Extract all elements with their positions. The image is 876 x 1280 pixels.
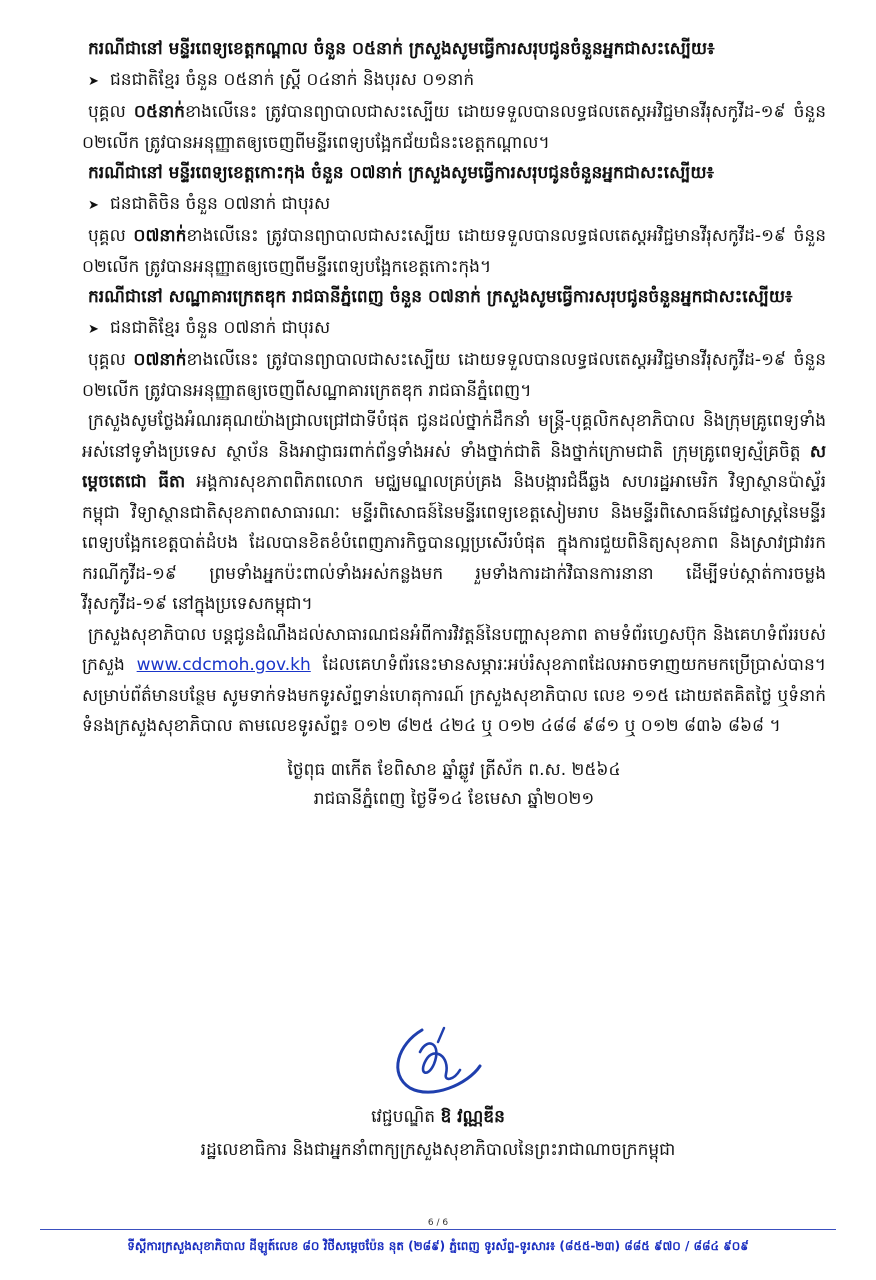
- case2-bullet-text: ជនជាតិចិន ចំនួន ០៧នាក់ ជាបុរស: [110, 193, 331, 214]
- thanks-text-2: អង្គការសុខភាពពិភពលោក មជ្ឈមណ្ឌលគ្រប់គ្រង និងបង្ការជំងឺឆ្លង សហរដ្ឋអាមេរិក វិទ្យាស្ថានប៉ាស្ទ័រកម្ពុជា វិទ្យាស្ថានជាតិសុខភាពសាធារណៈ មន្ទីរពិសោធន៍នៃមន្ទីរពេទ្យខេត្តសៀមរាប និងមន្ទីរពិសោធន៍វេជ្ជសាស្ត្រនៃមន្ទីរពេទ្យបង្អែកខេត្តបាត់ដំបង ដែលបានខិតខំបំពេញភារកិច្ចបានល្អប្រសើរបំផុត ក្នុងការជួយពិនិត្យសុខភាព និងស្រាវជ្រាវរកករណីកូវីដ-១៩ ព្រមទាំងអ្នកប៉ះពាល់ទាំងអស់កន្លងមក រួមទាំងការដាក់វិធានការនានា ដើម្បីទប់ស្កាត់ការចម្លងវីរុសកូវីដ-១៩ នៅក្នុងប្រទេសកម្ពុជា។: [82, 472, 826, 614]
- footer-address: ទីស្តីការក្រសួងសុខាភិបាល ដីឡូត៍លេខ ៨០ វិថីសម្តេចប៉ែន នុត (២៨៩) ភ្នំពេញ ទូរស័ព្ទ-ទូរសារ៖ (៨៥៥-២៣) ៨៨៥ ៩៧០ / ៨៨៤ ៩០៩: [127, 1239, 749, 1253]
- signatory-name: ឱ វណ្ណឌីន: [440, 1107, 505, 1127]
- page-number: 6 / 6: [427, 1218, 449, 1228]
- case3-bullet: [82, 313, 826, 346]
- case3-prefix: បុគ្គល: [88, 350, 134, 370]
- case2-paragraph: [82, 221, 826, 282]
- case1-paragraph: [82, 97, 826, 158]
- case1-text: ខាងលើនេះ ត្រូវបានព្យាបាលជាសះស្បើយ ដោយទទួលបានលទ្ធផលតេស្តអវិជ្ជមានវីរុសកូវីដ-១៩ ចំនួន ០២លើក ត្រូវបានអនុញ្ញាតឲ្យចេញពីមន្ទីរពេទ្យបង្អែកជ័យជំនះខេត្តកណ្តាល។: [82, 102, 826, 153]
- solar-date: រាជធានីភ្នំពេញ ថ្ងៃទី១៤ ខែមេសា ឆ្នាំ២០២១: [313, 788, 595, 809]
- signatory-name-line: [0, 1102, 876, 1132]
- document-body: [82, 34, 826, 814]
- case2-prefix: បុគ្គល: [88, 226, 134, 246]
- info-text-1: ក្រសួងសុខាភិបាល បន្តជូនដំណឹងដល់សាធារណជនអំពីការវិវត្តន៍នៃបញ្ហាសុខភាព តាមទំព័រហ្វេសប៊ុក និងគេហទំព័ររបស់ក្រសួង: [82, 624, 826, 675]
- signatory-position: រដ្ឋលេខាធិការ និងជាអ្នកនាំពាក្យក្រសួងសុខាភិបាលនៃព្រះរាជាណាចក្រកម្ពុជា: [200, 1140, 676, 1160]
- case2-count: ០៧នាក់: [133, 226, 187, 246]
- case1-bullet: [82, 65, 826, 98]
- case3-paragraph: [82, 345, 826, 406]
- thanks-text-1: ក្រសួងសូមថ្លែងអំណរគុណយ៉ាងជ្រាលជ្រៅជាទីបំផុត ជូនដល់ថ្នាក់ដឹកនាំ មន្ត្រី-បុគ្គលិកសុខាភិបាល និងក្រុមគ្រូពេទ្យទាំងអស់នៅទូទាំងប្រទេស ស្ថាប័ន និងអាជ្ញាធរពាក់ព័ន្ធទាំងអស់ ទាំងថ្នាក់ជាតិ និងថ្នាក់ក្រោមជាតិ ក្រុមគ្រូពេទ្យស្ម័គ្រចិត្ត: [82, 411, 826, 462]
- case3-count: ០៧នាក់: [133, 350, 187, 370]
- case2-heading: ករណីជានៅ មន្ទីរពេទ្យខេត្តកោះកុង ចំនួន ០៧នាក់ ក្រសួងសូមធ្វើការសរុបជូនចំនួនអ្នកជាសះស្បើយ៖: [88, 163, 714, 183]
- case3-heading: ករណីជានៅ សណ្ឋាគារក្រេតឌុក រាជធានីភ្នំពេញ ចំនួន ០៧នាក់ ក្រសួងសូមធ្វើការសរុបជូនចំនួនអ្នកជាសះស្បើយ៖: [88, 287, 793, 307]
- thanks-paragraph: [82, 406, 826, 620]
- case2-bullet: [82, 189, 826, 222]
- case3-bullet-text: ជនជាតិខ្មែរ ចំនួន ០៧នាក់ ជាបុរស: [110, 317, 331, 338]
- footer-divider: [40, 1229, 836, 1230]
- thanks-bold-name: សម្តេចតេជោ ធីតា: [82, 441, 826, 492]
- signature-icon: [380, 1022, 490, 1100]
- info-paragraph: [82, 620, 826, 742]
- case1-count: ០៥នាក់: [133, 102, 185, 122]
- case1-heading: ករណីជានៅ មន្ទីរពេទ្យខេត្តកណ្តាល ចំនួន ០៥នាក់ ក្រសួងសូមធ្វើការសរុបជូនចំនួនអ្នកជាសះស្បើយ៖: [88, 39, 715, 59]
- arrow-bullet-icon: ➤: [88, 321, 99, 337]
- case1-prefix: បុគ្គល: [88, 102, 134, 122]
- website-link[interactable]: www.cdcmoh.gov.kh: [136, 655, 311, 675]
- case3-text: ខាងលើនេះ ត្រូវបានព្យាបាលជាសះស្បើយ ដោយទទួលបានលទ្ធផលតេស្តអវិជ្ជមានវីរុសកូវីដ-១៩ ចំនួន ០២លើក ត្រូវបានអនុញ្ញាតឲ្យចេញពីសណ្ឋាគារក្រេតឌុក រាជធានីភ្នំពេញ។: [82, 350, 826, 401]
- case2-text: ខាងលើនេះ ត្រូវបានព្យាបាលជាសះស្បើយ ដោយទទួលបានលទ្ធផលតេស្តអវិជ្ជមានវីរុសកូវីដ-១៩ ចំនួន ០២លើក ត្រូវបានអនុញ្ញាតឲ្យចេញពីមន្ទីរពេទ្យបង្អែកខេត្តកោះកុង។: [82, 226, 826, 277]
- lunar-date: ថ្ងៃពុធ ៣កើត ខែពិសាខ ឆ្នាំឆ្លូវ ត្រីស័ក ព.ស. ២៥៦៤: [287, 759, 621, 780]
- arrow-bullet-icon: ➤: [88, 197, 99, 213]
- signatory-title: វេជ្ជបណ្ឌិត: [371, 1107, 441, 1127]
- info-text-2: ដែលគេហទំព័រនេះមានសម្ភារៈអប់រំសុខភាពដែលអាចទាញយកមកប្រើប្រាស់បាន។ សម្រាប់ព័ត៌មានបន្ថែម សូមទាក់ទងមកទូរស័ព្ទទាន់ហេតុការណ៍ ក្រសួងសុខាភិបាល លេខ ១១៥ ដោយឥតគិតថ្លៃ ឬទំនាក់ទំនងក្រសួងសុខាភិបាល តាមលេខទូរស័ព្ទ៖ ០១២ ៨២៥ ៤២៤ ឬ ០១២ ៤៨៨ ៩៨១ ឬ ០១២ ៨៣៦ ៨៦៨ ។: [82, 655, 826, 736]
- arrow-bullet-icon: ➤: [88, 73, 99, 89]
- case1-bullet-text: ជនជាតិខ្មែរ ចំនួន ០៥នាក់ ស្ត្រី ០៤នាក់ និងបុរស ០១នាក់: [110, 69, 475, 90]
- date-block: [82, 756, 826, 814]
